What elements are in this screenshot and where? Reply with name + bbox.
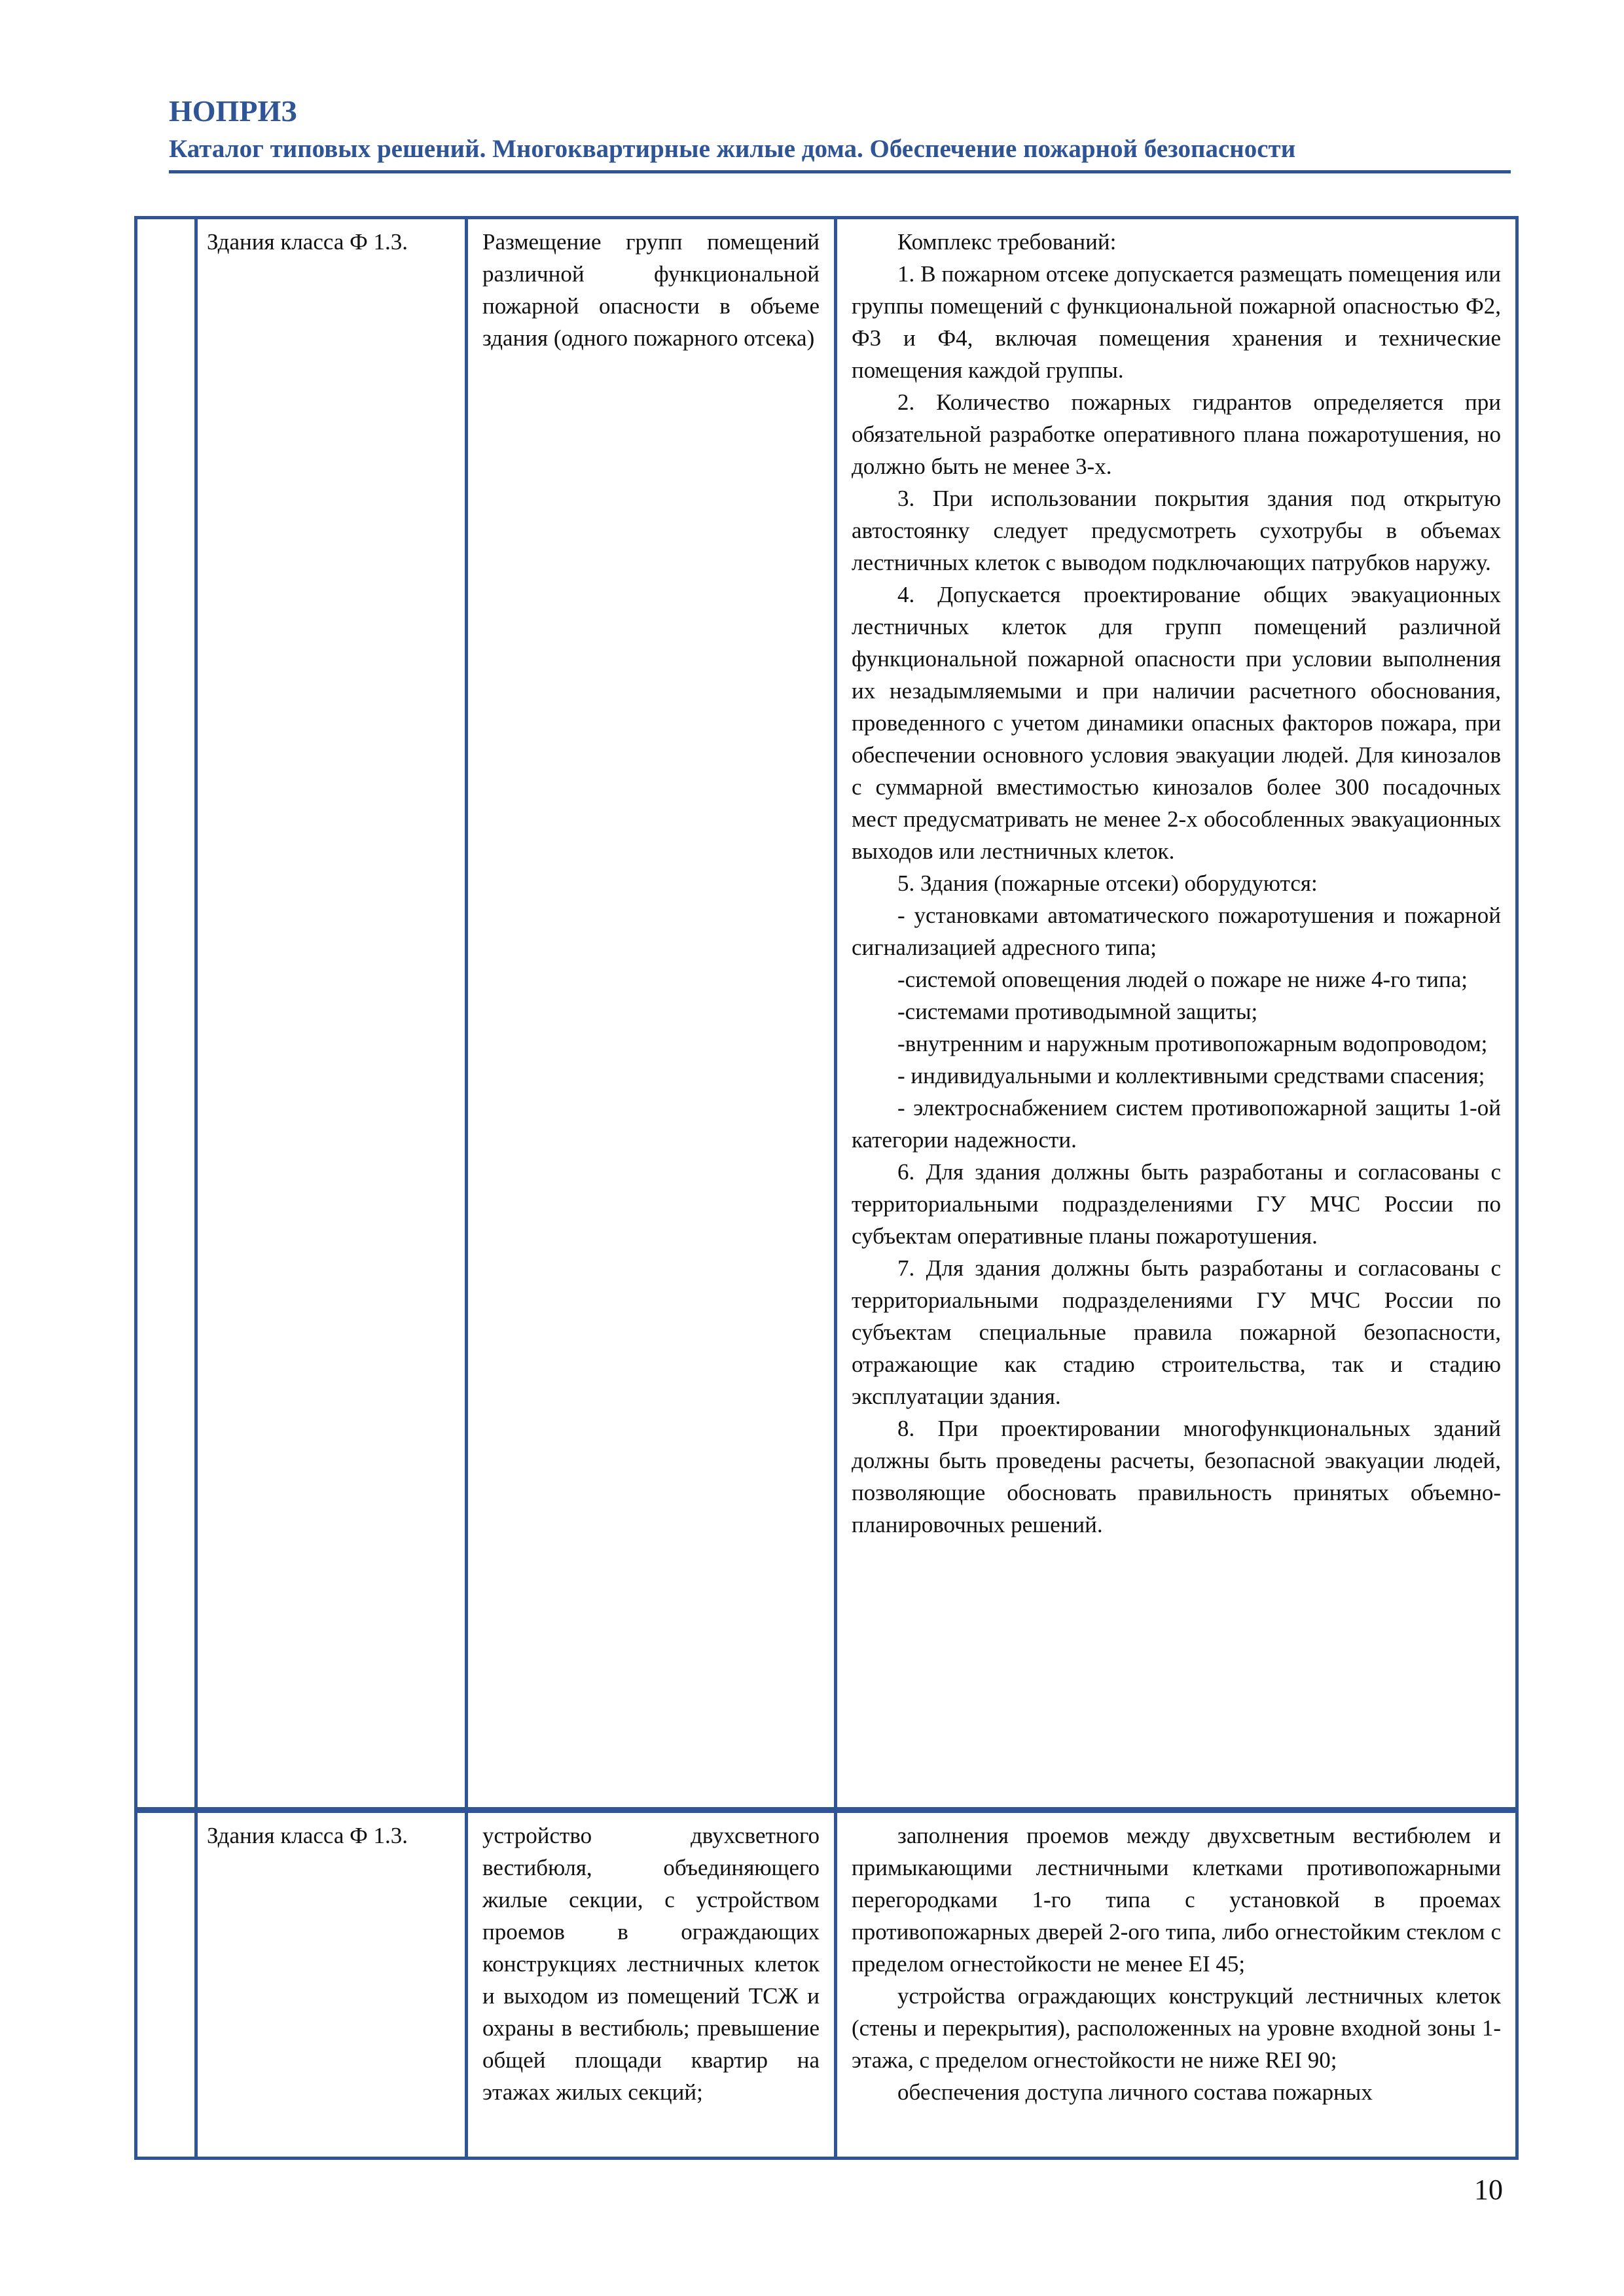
building-class-cell: Здания класса Ф 1.3. <box>196 1812 467 2159</box>
requirement-paragraph: 2. Количество пожарных гидрантов определяется при обязательной разработке оперативного плана пожаротушения, но должно быть не менее 3-х. <box>852 389 1501 479</box>
requirement-paragraph: - установками автоматического пожаротушения и пожарной сигнализацией адресного типа; <box>852 903 1501 960</box>
description-cell: устройство двухсветного вестибюля, объединяющего жилые секции, с устройством проемов в ограждающих конструкциях лестничных клеток и выходом из помещений ТСЖ и охраны в вестибюль; превышение общей площади квартир на этажах жилых секций; <box>467 1812 836 2159</box>
requirements-table-row-1 <box>134 216 1519 1810</box>
number-cell <box>136 218 196 1809</box>
requirements-table-row-2 <box>134 1810 1519 2160</box>
table-row <box>136 218 1517 1809</box>
requirement-paragraph: 5. Здания (пожарные отсеки) оборудуются: <box>897 870 1318 896</box>
requirement-paragraph: 6. Для здания должны быть разработаны и согласованы с территориальными подразделениями ГУ МЧС России по субъектам оперативные планы пожаротушения. <box>852 1159 1501 1249</box>
organization-name: НОПРИЗ <box>169 94 297 128</box>
catalog-title: Каталог типовых решений. Многоквартирные жилые дома. Обеспечение пожарной безопасности <box>169 135 1296 163</box>
requirement-paragraph: - электроснабжением систем противопожарной защиты 1-ой категории надежности. <box>852 1095 1501 1153</box>
requirement-paragraph: обеспечения доступа личного состава пожарных <box>897 2079 1373 2105</box>
description-cell: Размещение групп помещений различной функциональной пожарной опасности в объеме здания (одного пожарного отсека) <box>467 218 836 1809</box>
requirement-paragraph: устройства ограждающих конструкций лестничных клеток (стены и перекрытия), расположенных на уровне входной зоны 1-этажа, с пределом огнестойкости не ниже REI 90; <box>852 1983 1501 2073</box>
requirement-paragraph: 4. Допускается проектирование общих эвакуационных лестничных клеток для групп помещений различной функциональной пожарной опасности при условии выполнения их незадымляемыми и при наличии расчетного обоснования, проведенного с учетом динамики опасных факторов пожара, при обеспечении основного условия эвакуации людей. Для кинозалов с суммарной вместимостью кинозалов более 300 посадочных мест предусматривать не менее 2-х обособленных эвакуационных выходов или лестничных клеток. <box>852 582 1501 864</box>
table-row <box>136 1812 1517 2159</box>
requirement-paragraph: -внутренним и наружным противопожарным водопроводом; <box>897 1031 1488 1056</box>
page-header <box>169 93 1511 166</box>
requirement-paragraph: 3. При использовании покрытия здания под открытую автостоянку следует предусмотреть сухотрубы в объемах лестничных клеток с выводом подключающих патрубков наружу. <box>852 486 1501 575</box>
header-rule <box>169 170 1511 173</box>
requirements-cell <box>836 218 1517 1809</box>
requirement-paragraph: - индивидуальными и коллективными средствами спасения; <box>897 1063 1485 1088</box>
page-number: 10 <box>1474 2174 1503 2206</box>
building-class-cell: Здания класса Ф 1.3. <box>196 218 467 1809</box>
requirement-paragraph: -системой оповещения людей о пожаре не ниже 4-го типа; <box>897 967 1468 992</box>
requirement-paragraph: 7. Для здания должны быть разработаны и согласованы с территориальными подразделениями ГУ МЧС России по субъектам специальные правила пожарной безопасности, отражающие как стадию строительства, так и стадию эксплуатации здания. <box>852 1255 1501 1409</box>
requirement-paragraph: 1. В пожарном отсеке допускается размещать помещения или группы помещений с функциональной пожарной опасностью Ф2, Ф3 и Ф4, включая помещения хранения и технические помещения каждой группы. <box>852 261 1501 383</box>
requirement-paragraph: -системами противодымной защиты; <box>897 999 1258 1024</box>
number-cell <box>136 1812 196 2159</box>
requirement-paragraph: Комплекс требований: <box>897 229 1117 255</box>
requirements-cell <box>836 1812 1517 2159</box>
requirement-paragraph: заполнения проемов между двухсветным вестибюлем и примыкающими лестничными клетками противопожарными перегородками 1-го типа с установкой в проемах противопожарных дверей 2-ого типа, либо огнестойким стеклом с пределом огнестойкости не менее EI 45; <box>852 1823 1501 1977</box>
requirement-paragraph: 8. При проектировании многофункциональных зданий должны быть проведены расчеты, безопасной эвакуации людей, позволяющие обосновать правильность принятых объемно-планировочных решений. <box>852 1416 1501 1537</box>
